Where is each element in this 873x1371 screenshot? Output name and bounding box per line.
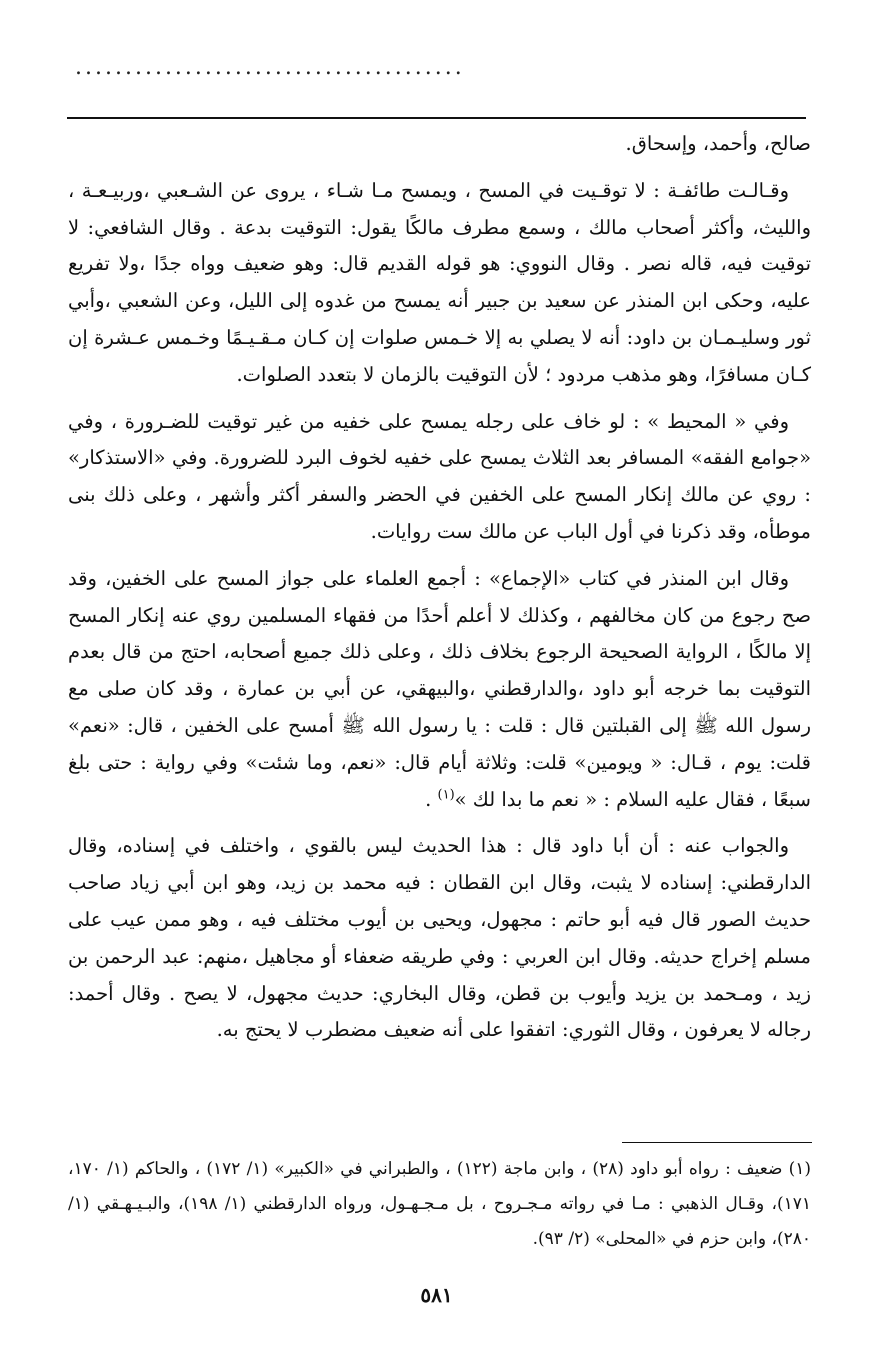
paragraph-4 — [68, 561, 811, 819]
footnote-reference[interactable]: (١) — [437, 787, 455, 803]
paragraph-5: والجواب عنه : أن أبا داود قال : هذا الحديث ليس بالقوي ، واختلف في إسناده، وقال الدارقطني: إسناده لا يثبت، وقال ابن القطان : فيه محمد بن زيد، وهو ابن أبي زياد صاحب حديث الصور قال فيه أبو حاتم : مجهول، ويحيى بن أيوب مختلف فيه ، وهو ممن عيب على مسلم إخراج حديثه. وقال ابن العربي : وفي طريقه ضعفاء أو مجاهيل ،منهم: عبد الرحمن بن زيد ، ومـحمد بن يزيد وأيوب بن قطن، وقال البخاري: حديث مجهول، لا يصح . وقال أحمد: رجاله لا يعرفون ، وقال الثوري: اتفقوا على أنه ضعيف مضطرب لا يحتج به. — [68, 834, 811, 1042]
paragraph-1: صالح، وأحمد، وإسحاق. — [625, 132, 811, 155]
header-dotted-line: ....................................... — [75, 55, 465, 80]
main-text — [68, 126, 811, 1049]
page-number: ٥٨١ — [420, 1283, 453, 1307]
footnotes — [68, 1152, 811, 1257]
footnote-separator — [622, 1142, 812, 1143]
paragraph-2: وقـالـت طائفـة : لا توقـيت في المسح ، ويمسح مـا شـاء ، يروى عن الشـعبي ،وربيـعـة ، والليث، وأكثر أصحاب مالك ، وسمع مطرف مالكًا يقول: التوقيت بدعة . وقال الشافعي: لا توقيت فيه، قاله نصر . وقال النووي: هو قوله القديم قال: وهو ضعيف وواه جدًا ،ولا تفريع عليه، وحكى ابن المنذر عن سعيد بن جبير أنه يمسح من غدوه إلى الليل، وعن الشعبي ،وأبي ثور وسليـمـان بن داود: أنه لا يصلي به إلا خـمس صلوات إن كـان مـقـيـمًا وخـمس عـشرة إن كـان مسافرًا، وهو مذهب مردود ؛ لأن التوقيت بالزمان لا بتعدد الصلوات. — [68, 178, 811, 386]
header-rule — [67, 117, 806, 119]
paragraph-3: وفي « المحيط » : لو خاف على رجله يمسح على خفيه من غير توقيت للضـرورة ، وفي «جوامع الفقه» المسافر بعد الثلاث يمسح على خفيه لخوف البرد للضرورة. وفي «الاستذكار» : روي عن مالك إنكار المسح على الخفين في الحضر والسفر أكثر وأشهر ، وعلى ذلك بنى موطأه، وقد ذكرنا في أول الباب عن مالك ست روايات. — [68, 409, 811, 543]
footnote-1: (١) ضعيف : رواه أبو داود (٢٨) ، وابن ماجة (١٢٢) ، والطبراني في «الكبير» (١/ ١٧٢) ، والحاكم (١/ ١٧٠، ١٧١)، وقـال الذهبي : مـا في رواته مـجـروح ، بل مـجـهـول، ورواه الدارقطني (١/ ١٩٨)، والبـيـهـقي (١/ ٢٨٠)، وابن حزم في «المحلى» (٢/ ٩٣). — [68, 1159, 812, 1249]
paragraph-4-end: . — [425, 787, 432, 811]
paragraph-4-text: وقال ابن المنذر في كتاب «الإجماع» : أجمع العلماء على جواز المسح على الخفين، وقد صح رجوع من كان مخالفهم ، وكذلك لا أعلم أحدًا من فقهاء المسلمين روي عنه إنكار المسح إلا مالكًا ، الرواية الصحيحة الرجوع بخلاف ذلك ، وعلى ذلك جميع أصحابه، احتج من قال بعدم التوقيت بما خرجه أبو داود ،والدارقطني ،والبيهقي، عن أبي بن عمارة ، وقد كان صلى مع رسول الله ﷺ إلى القبلتين قال : قلت : يا رسول الله ﷺ أمسح على الخفين ، قال: «نعم» قلت: يوم ، قـال: « ويومين» قلت: وثلاثة أيام قال: «نعم، وما شئت» وفي رواية : حتى بلغ سبعًا ، فقال عليه السلام : « نعم ما بدا لك » — [68, 566, 811, 811]
